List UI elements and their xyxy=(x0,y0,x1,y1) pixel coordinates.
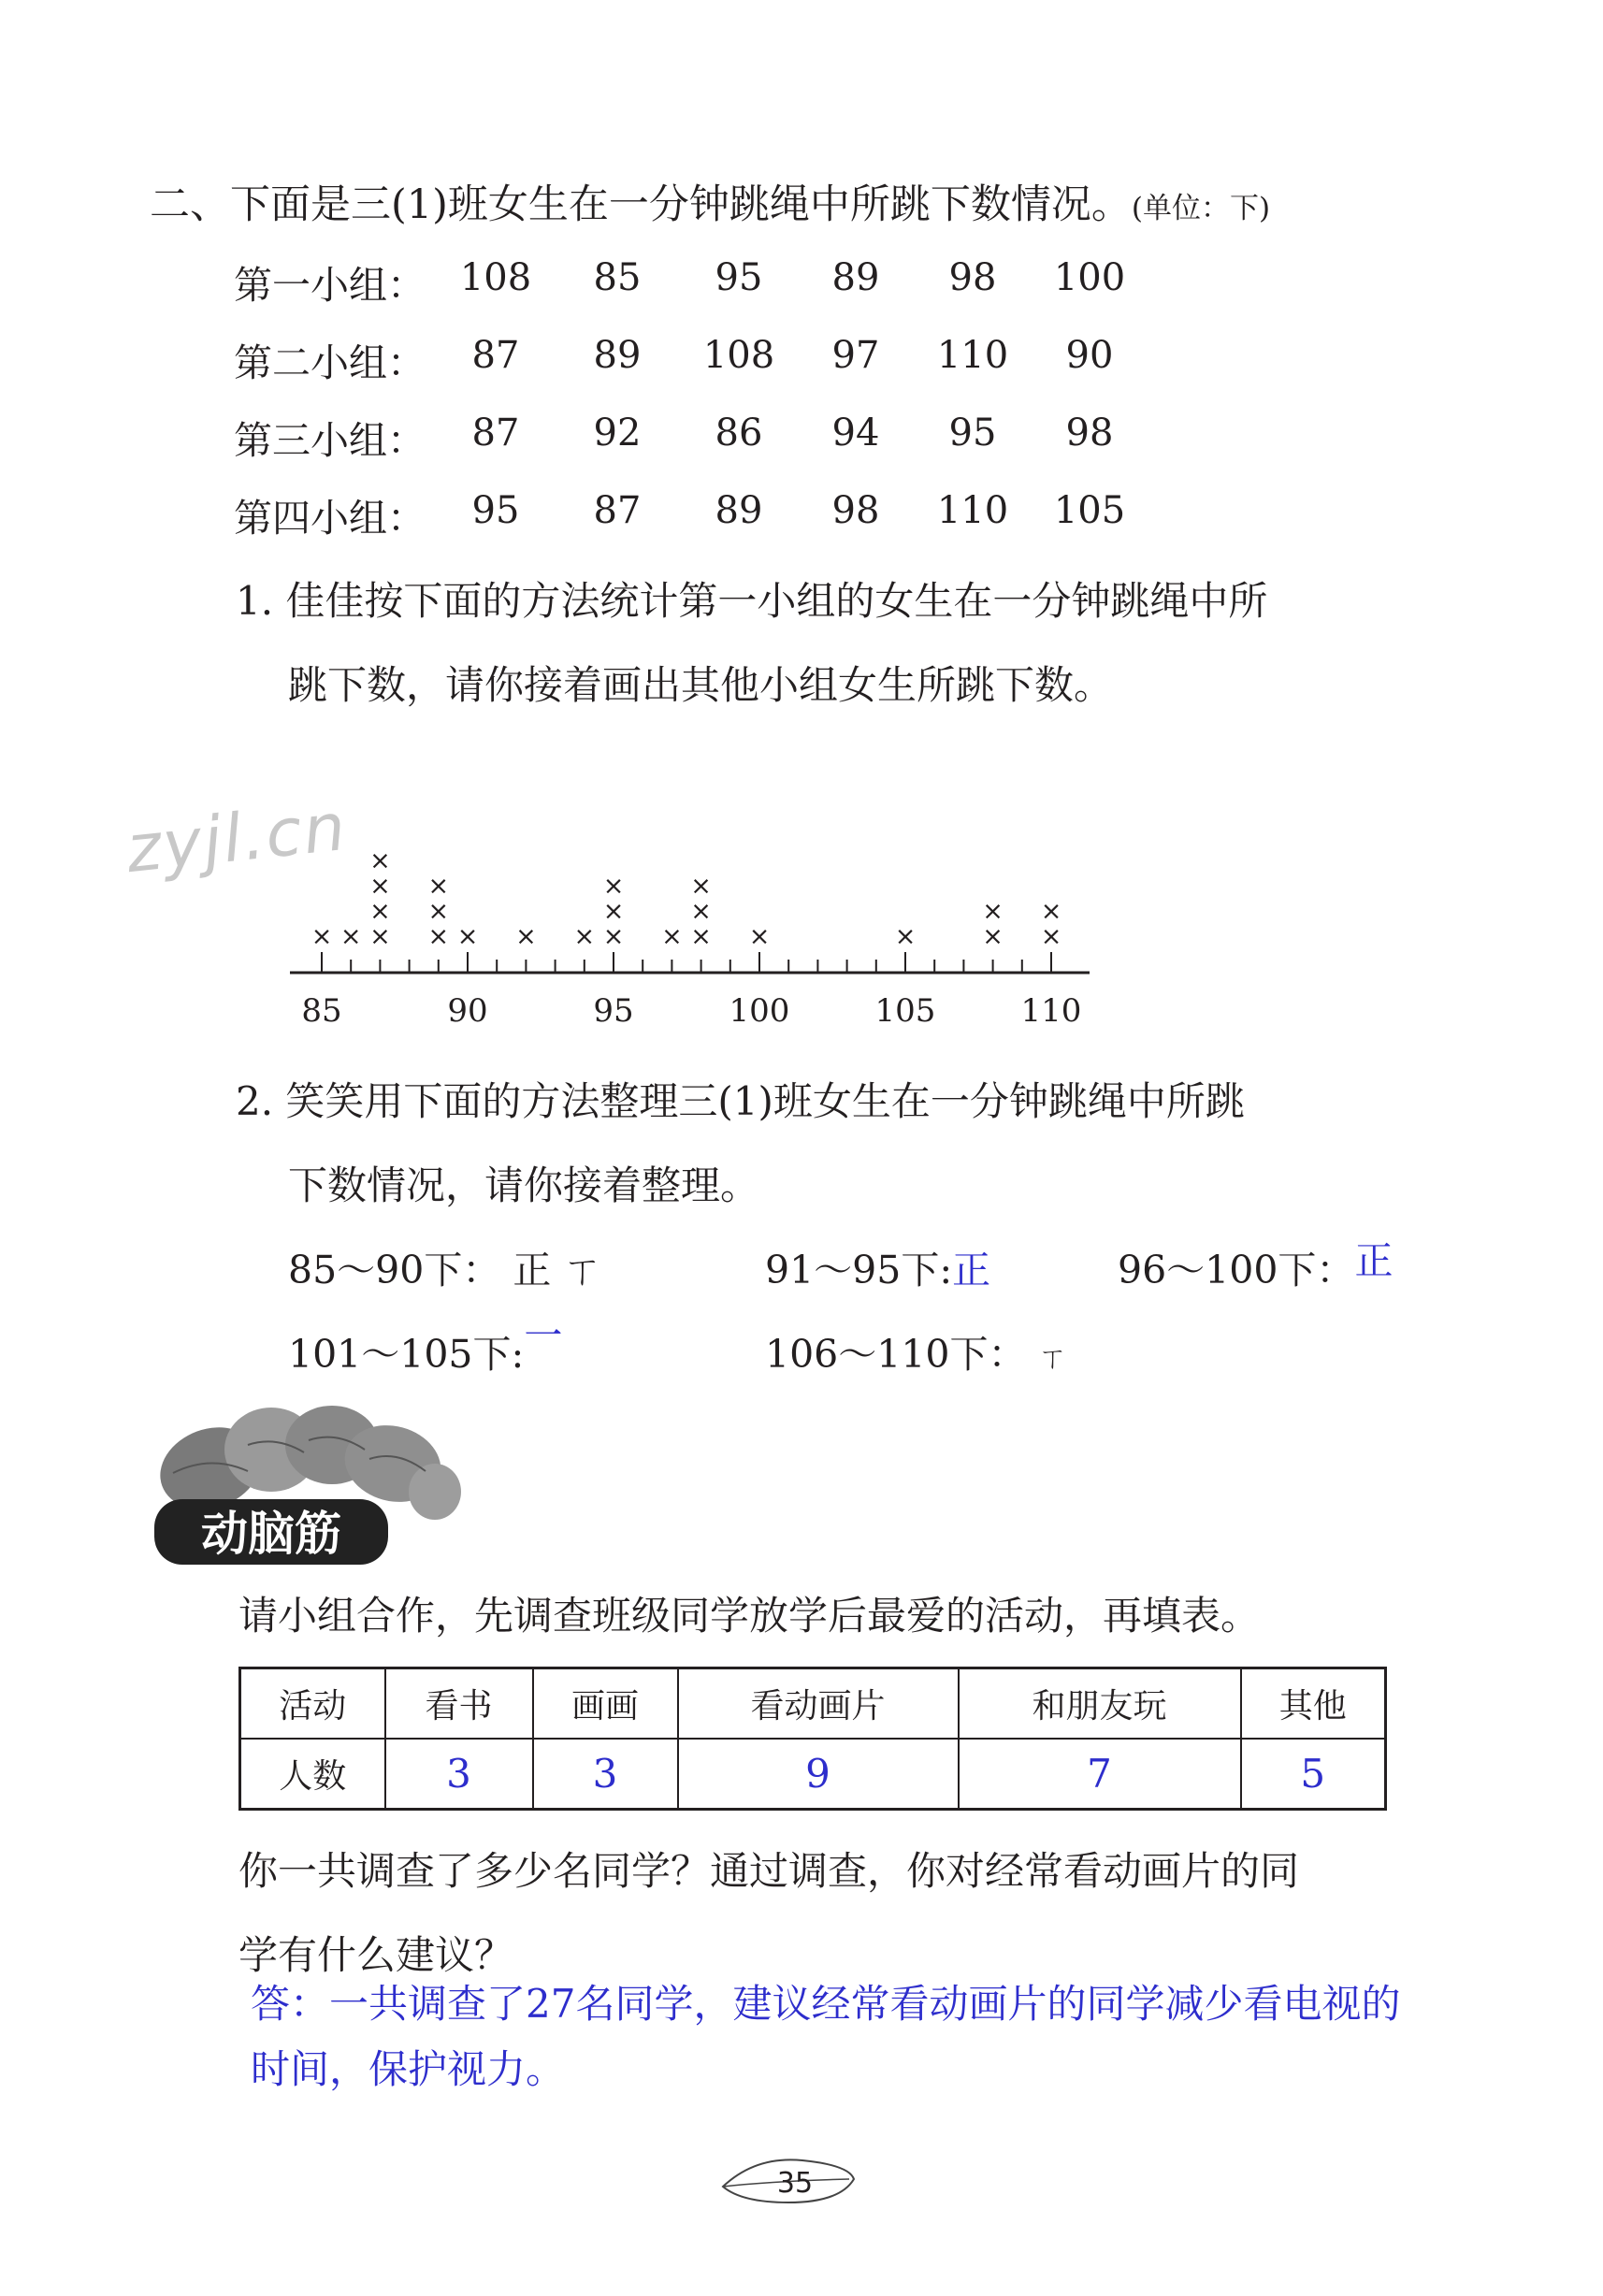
group-value: 87 xyxy=(471,412,520,455)
question-line1: 你一共调查了多少名同学？通过调查，你对经常看动画片的同 xyxy=(238,1848,1300,1894)
page-number: 35 xyxy=(776,2167,814,2200)
data-mark: × xyxy=(339,922,362,951)
range-tally-answer: 一 xyxy=(524,1313,563,1358)
tick-label: 85 xyxy=(301,992,342,1030)
data-mark: × xyxy=(690,872,712,901)
range-85-90 xyxy=(288,1239,601,1294)
tick-label: 110 xyxy=(1020,992,1082,1030)
item2-line2: 下数情况，请你接着整理。 xyxy=(288,1162,760,1208)
group-value: 98 xyxy=(1065,412,1114,455)
heading-text: 二、下面是三(1)班女生在一分钟跳绳中所跳下数情况。 xyxy=(150,181,1132,228)
item1-line1: 1. 佳佳按下面的方法统计第一小组的女生在一分钟跳绳中所 xyxy=(236,578,1268,624)
group-value: 92 xyxy=(593,412,642,455)
data-mark: × xyxy=(748,922,771,951)
group-value: 90 xyxy=(1065,334,1114,377)
table-cell: 和朋友玩 xyxy=(959,1668,1241,1740)
data-mark: × xyxy=(427,922,450,951)
table-cell-answer: 5 xyxy=(1241,1739,1386,1810)
table-cell-answer: 3 xyxy=(385,1739,533,1810)
range-label: 91～95下: xyxy=(765,1248,953,1292)
table-header-row xyxy=(240,1668,1386,1740)
group-value: 110 xyxy=(936,489,1009,532)
group-value: 89 xyxy=(593,334,642,377)
range-tally-answer: 正 xyxy=(1354,1238,1394,1283)
teaser-instruction: 请小组合作，先调查班级同学放学后最爱的活动，再填表。 xyxy=(238,1593,1261,1639)
badge-text: 动脑筋 xyxy=(201,1507,341,1561)
tick-label: 95 xyxy=(593,992,634,1030)
group-value: 95 xyxy=(948,412,997,455)
data-mark: × xyxy=(690,897,712,926)
table-row xyxy=(240,1739,1386,1810)
range-tally-answer: 正 xyxy=(952,1248,991,1292)
data-mark: × xyxy=(982,922,1004,951)
data-mark: × xyxy=(573,922,596,951)
question-line2: 学有什么建议？ xyxy=(238,1932,514,1978)
group-value: 108 xyxy=(459,256,532,299)
table-cell-answer: 7 xyxy=(959,1739,1241,1810)
table-cell: 看动画片 xyxy=(678,1668,959,1740)
group-label: 第四小组： xyxy=(234,496,426,541)
range-96-100 xyxy=(1118,1239,1393,1294)
data-mark: × xyxy=(661,922,683,951)
table-cell: 活动 xyxy=(240,1668,385,1740)
table-cell: 画画 xyxy=(533,1668,678,1740)
data-mark: × xyxy=(369,897,391,926)
unit-note: (单位：下) xyxy=(1131,192,1271,225)
group-value: 100 xyxy=(1053,256,1126,299)
group-value: 85 xyxy=(593,256,642,299)
data-mark: × xyxy=(456,922,479,951)
range-106-110 xyxy=(765,1323,1067,1379)
data-mark: × xyxy=(1040,922,1062,951)
group-value: 87 xyxy=(471,334,520,377)
table-cell: 看书 xyxy=(385,1668,533,1740)
group-value: 98 xyxy=(831,489,880,532)
group-value: 87 xyxy=(593,489,642,532)
group-value: 89 xyxy=(715,489,763,532)
group-value: 86 xyxy=(715,412,763,455)
range-tally: ㄒ xyxy=(1038,1342,1067,1375)
tick-label: 105 xyxy=(874,992,936,1030)
group-value: 110 xyxy=(936,334,1009,377)
data-mark: × xyxy=(1040,897,1062,926)
table-cell-answer: 9 xyxy=(678,1739,959,1810)
data-mark: × xyxy=(602,897,625,926)
data-mark: × xyxy=(369,846,391,875)
group-value: 97 xyxy=(831,334,880,377)
answer-line2: 时间，保护视力。 xyxy=(251,2046,566,2092)
item1-line2: 跳下数，请你接着画出其他小组女生所跳下数。 xyxy=(288,662,1114,708)
brain-teaser-badge xyxy=(145,1398,463,1576)
data-mark: × xyxy=(369,922,391,951)
dot-plot xyxy=(281,744,1122,1043)
badge-title xyxy=(154,1499,388,1565)
group-label: 第三小组： xyxy=(234,418,426,463)
range-label: 85～90下： xyxy=(288,1248,501,1292)
table-cell: 人数 xyxy=(240,1739,385,1810)
group-value: 105 xyxy=(1053,489,1126,532)
group-value: 95 xyxy=(471,489,520,532)
data-mark: × xyxy=(602,872,625,901)
data-mark: × xyxy=(982,897,1004,926)
group-label: 第二小组： xyxy=(234,340,426,385)
data-mark: × xyxy=(690,922,712,951)
data-mark: × xyxy=(427,872,450,901)
table-cell-answer: 3 xyxy=(533,1739,678,1810)
range-tally: 正 ㄒ xyxy=(513,1248,602,1292)
group-value: 89 xyxy=(831,256,880,299)
data-mark: × xyxy=(894,922,917,951)
group-value: 108 xyxy=(702,334,775,377)
data-mark: × xyxy=(310,922,333,951)
data-mark: × xyxy=(369,872,391,901)
page-number-badge xyxy=(718,2151,859,2207)
range-label: 106～110下： xyxy=(765,1332,1027,1377)
range-label: 96～100下： xyxy=(1118,1248,1355,1292)
tick-label: 90 xyxy=(447,992,488,1030)
range-101-105 xyxy=(288,1313,563,1379)
tick-label: 100 xyxy=(729,992,790,1030)
data-mark: × xyxy=(602,922,625,951)
group-value: 98 xyxy=(948,256,997,299)
range-91-95 xyxy=(765,1239,990,1294)
answer-line1: 答：一共调查了27名同学，建议经常看动画片的同学减少看电视的 xyxy=(251,1981,1401,2027)
group-label: 第一小组： xyxy=(234,263,426,308)
watermark: zyjl.cn xyxy=(123,787,351,888)
range-label: 101～105下: xyxy=(288,1332,525,1377)
data-mark: × xyxy=(427,897,450,926)
table-cell: 其他 xyxy=(1241,1668,1386,1740)
section-heading xyxy=(150,173,1270,230)
survey-table xyxy=(238,1667,1387,1811)
group-value: 95 xyxy=(715,256,763,299)
group-value: 94 xyxy=(831,412,880,455)
data-mark: × xyxy=(515,922,537,951)
item2-line1: 2. 笑笑用下面的方法整理三(1)班女生在一分钟跳绳中所跳 xyxy=(236,1078,1245,1124)
